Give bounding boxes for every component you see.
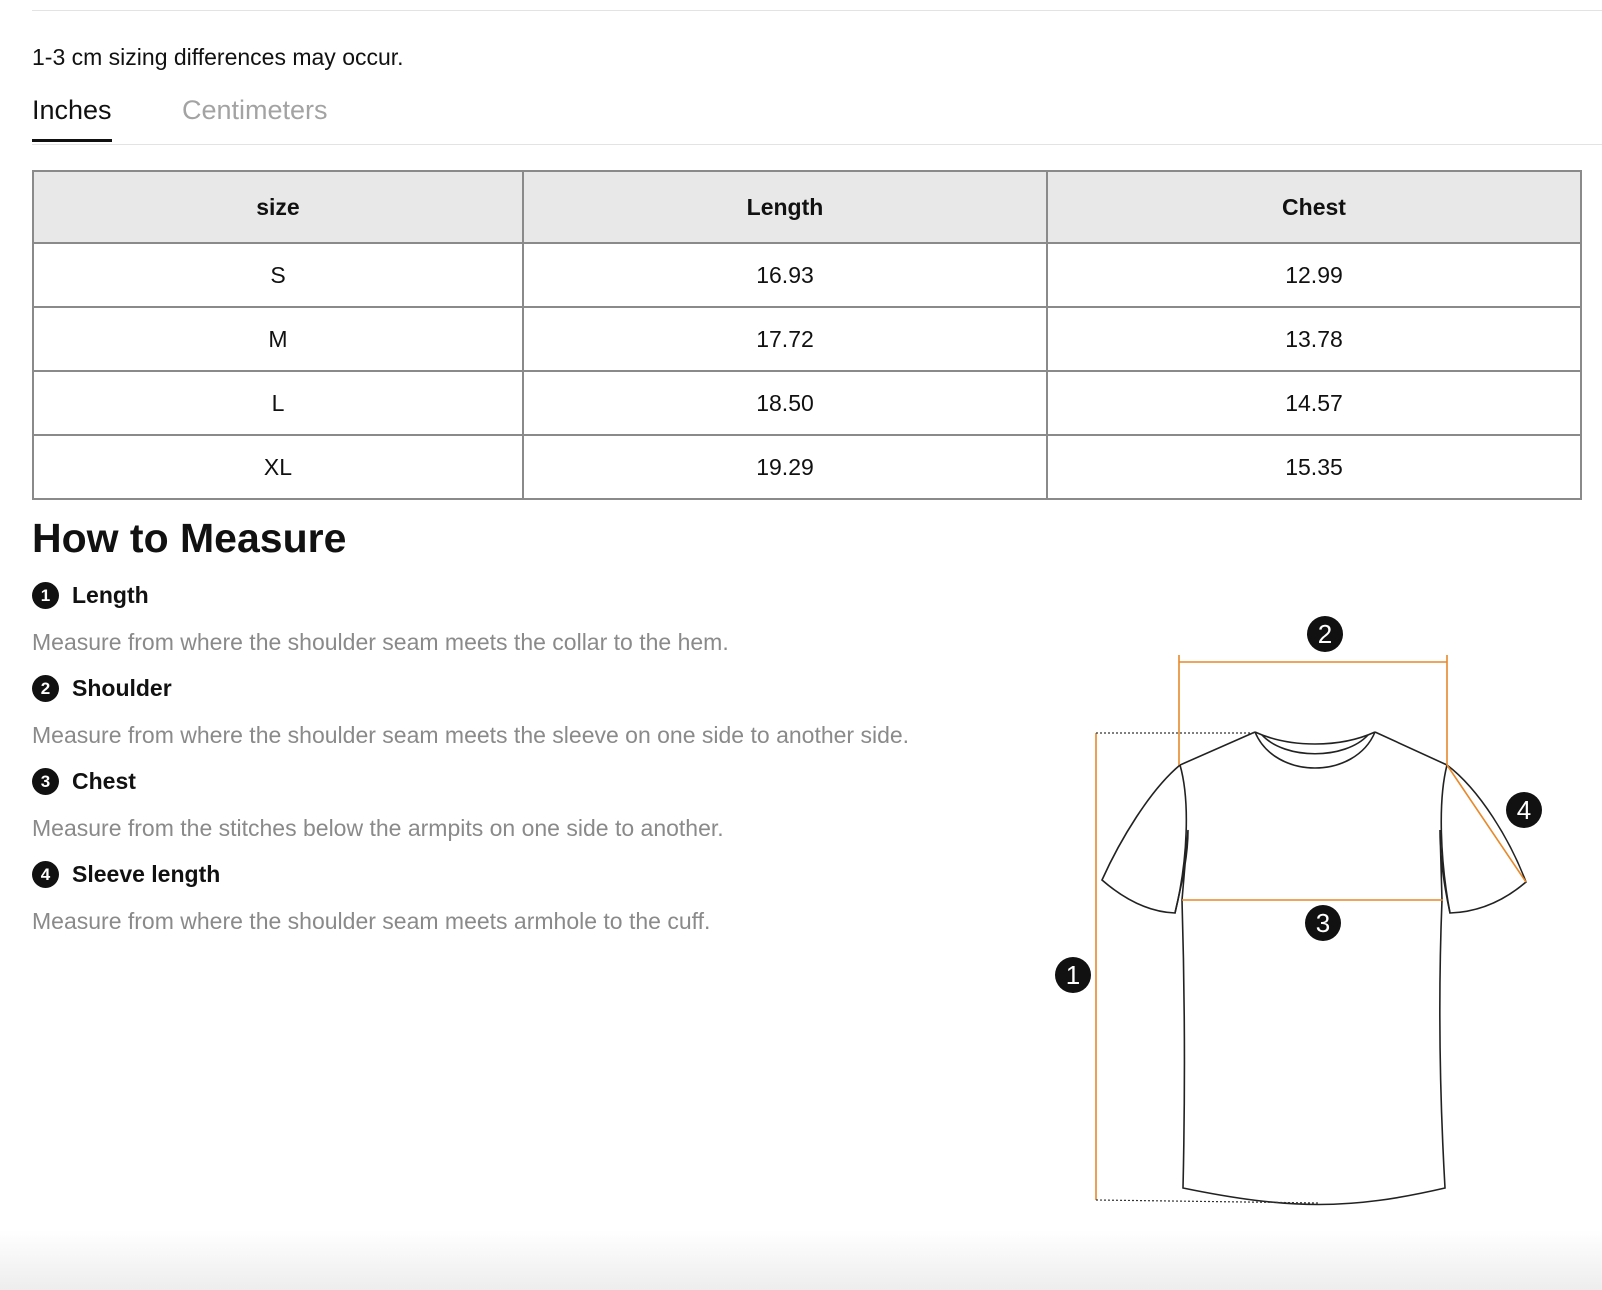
- step-description: Measure from where the shoulder seam meets the sleeve on one side to another side.: [32, 722, 910, 748]
- header-chest: Chest: [1047, 171, 1581, 243]
- marker-3-icon: [1305, 905, 1341, 941]
- table-row: [33, 371, 1581, 435]
- marker-1-icon: [1055, 957, 1091, 993]
- step-chest: [32, 768, 724, 842]
- top-divider: [32, 10, 1602, 11]
- table-row: [33, 435, 1581, 499]
- svg-text:4: 4: [1516, 795, 1532, 825]
- tshirt-collar: [1255, 732, 1375, 768]
- step-shoulder: [32, 675, 909, 749]
- table-row: [33, 243, 1581, 307]
- header-length: Length: [523, 171, 1047, 243]
- how-to-measure-title: How to Measure: [32, 515, 347, 561]
- marker-2-icon: [1307, 616, 1343, 652]
- cell-length: 19.29: [523, 435, 1047, 499]
- cell-chest: 14.57: [1047, 371, 1581, 435]
- step-description: Measure from the stitches below the armpits on one side to another.: [32, 815, 724, 841]
- unit-tabs: [32, 92, 1602, 145]
- cell-length: 16.93: [523, 243, 1047, 307]
- cell-length: 17.72: [523, 307, 1047, 371]
- header-size: size: [33, 171, 523, 243]
- tshirt-body-outline: [1102, 732, 1526, 1205]
- tshirt-outline-icon: [1040, 600, 1560, 1220]
- cell-size: M: [33, 307, 523, 371]
- table-row: [33, 307, 1581, 371]
- size-table: [32, 170, 1582, 500]
- cell-chest: 12.99: [1047, 243, 1581, 307]
- step-description: Measure from where the shoulder seam meets the collar to the hem.: [32, 629, 729, 655]
- tab-inches[interactable]: Inches: [32, 92, 112, 142]
- cell-length: 18.50: [523, 371, 1047, 435]
- step-label: Shoulder: [72, 675, 172, 701]
- svg-text:1: 1: [1065, 960, 1081, 990]
- step-label: Sleeve length: [72, 861, 221, 887]
- step-length: [32, 582, 729, 656]
- bottom-fade: [0, 1230, 1602, 1290]
- svg-text:2: 2: [1317, 619, 1333, 649]
- marker-4-icon: [1506, 792, 1542, 828]
- number-2-icon: 2: [32, 675, 59, 702]
- cell-size: XL: [33, 435, 523, 499]
- cell-size: L: [33, 371, 523, 435]
- number-4-icon: 4: [32, 861, 59, 888]
- step-label: Length: [72, 582, 149, 608]
- step-label: Chest: [72, 768, 136, 794]
- step-sleeve-length: [32, 861, 710, 935]
- tab-centimeters[interactable]: Centimeters: [182, 95, 328, 125]
- cell-chest: 13.78: [1047, 307, 1581, 371]
- cell-size: S: [33, 243, 523, 307]
- table-header-row: [33, 171, 1581, 243]
- cell-chest: 15.35: [1047, 435, 1581, 499]
- number-3-icon: 3: [32, 768, 59, 795]
- svg-text:3: 3: [1315, 908, 1331, 938]
- step-description: Measure from where the shoulder seam meets armhole to the cuff.: [32, 908, 711, 934]
- number-1-icon: 1: [32, 582, 59, 609]
- sizing-notice: 1-3 cm sizing differences may occur.: [32, 44, 404, 70]
